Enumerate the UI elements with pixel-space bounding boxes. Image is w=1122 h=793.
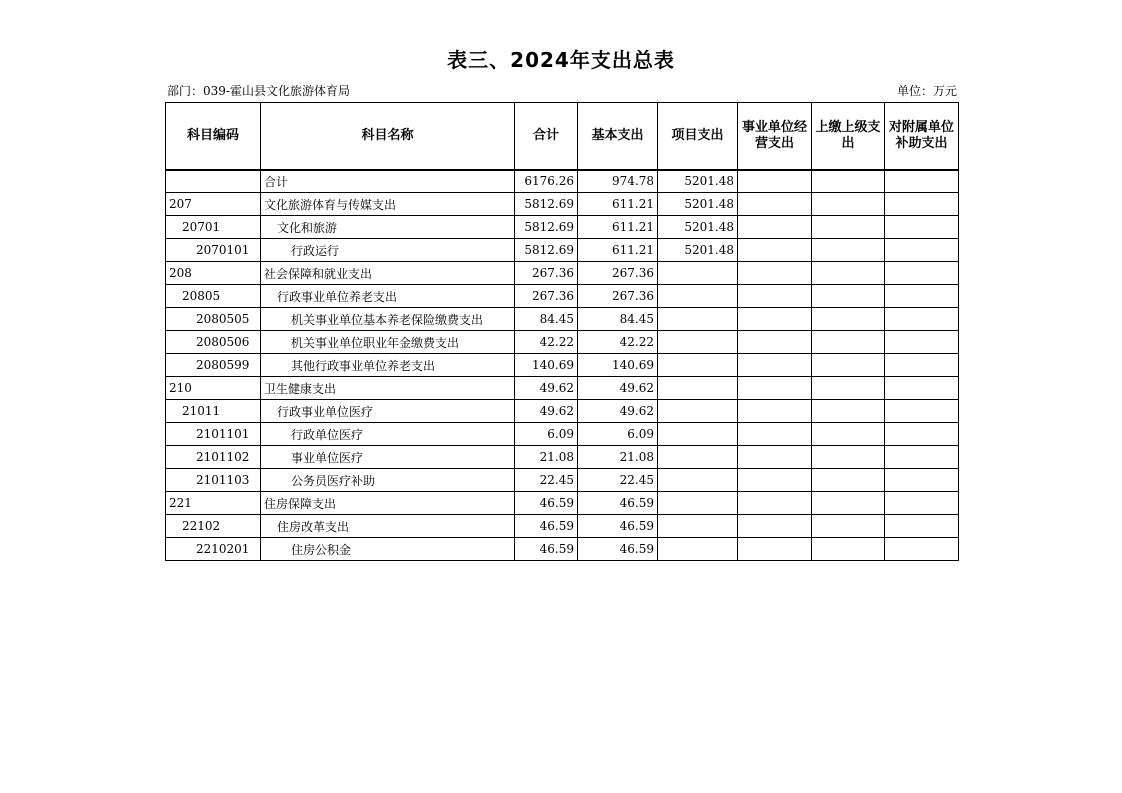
cell-subsidy <box>885 239 959 262</box>
header-code: 科目编码 <box>166 103 261 170</box>
cell-subsidy <box>885 193 959 216</box>
cell-total: 5812.69 <box>515 216 578 239</box>
cell-total: 5812.69 <box>515 193 578 216</box>
cell-upper <box>812 216 885 239</box>
cell-basic: 21.08 <box>578 446 658 469</box>
cell-upper <box>812 354 885 377</box>
cell-project <box>658 538 738 561</box>
table-row <box>166 492 959 515</box>
cell-subsidy <box>885 515 959 538</box>
cell-project <box>658 262 738 285</box>
cell-business <box>738 492 812 515</box>
cell-business <box>738 308 812 331</box>
cell-project <box>658 377 738 400</box>
cell-project: 5201.48 <box>658 193 738 216</box>
cell-upper <box>812 400 885 423</box>
cell-basic: 611.21 <box>578 193 658 216</box>
cell-total: 267.36 <box>515 262 578 285</box>
cell-code: 210 <box>166 377 261 400</box>
table-row <box>166 170 959 193</box>
cell-upper <box>812 423 885 446</box>
table-row <box>166 308 959 331</box>
cell-basic: 267.36 <box>578 262 658 285</box>
cell-project <box>658 308 738 331</box>
cell-basic: 49.62 <box>578 400 658 423</box>
cell-code: 2080506 <box>166 331 261 354</box>
cell-business <box>738 469 812 492</box>
unit-label: 单位：万元 <box>896 84 957 98</box>
table-row <box>166 377 959 400</box>
cell-business <box>738 538 812 561</box>
cell-name: 行政事业单位养老支出 <box>261 285 515 308</box>
cell-project <box>658 400 738 423</box>
cell-code: 21011 <box>166 400 261 423</box>
cell-subsidy <box>885 377 959 400</box>
cell-project <box>658 515 738 538</box>
cell-subsidy <box>885 285 959 308</box>
cell-basic: 22.45 <box>578 469 658 492</box>
cell-basic: 974.78 <box>578 170 658 193</box>
cell-code: 2080599 <box>166 354 261 377</box>
cell-total: 6176.26 <box>515 170 578 193</box>
cell-total: 46.59 <box>515 538 578 561</box>
cell-total: 21.08 <box>515 446 578 469</box>
cell-code: 2101101 <box>166 423 261 446</box>
cell-total: 140.69 <box>515 354 578 377</box>
cell-code: 2101103 <box>166 469 261 492</box>
cell-total: 22.45 <box>515 469 578 492</box>
cell-name: 其他行政事业单位养老支出 <box>261 354 515 377</box>
cell-code: 20805 <box>166 285 261 308</box>
cell-business <box>738 423 812 446</box>
cell-name: 文化和旅游 <box>261 216 515 239</box>
cell-basic: 46.59 <box>578 492 658 515</box>
cell-project <box>658 423 738 446</box>
cell-code: 2070101 <box>166 239 261 262</box>
cell-total: 42.22 <box>515 331 578 354</box>
cell-subsidy <box>885 400 959 423</box>
cell-upper <box>812 308 885 331</box>
cell-upper <box>812 515 885 538</box>
cell-business <box>738 239 812 262</box>
cell-subsidy <box>885 170 959 193</box>
cell-business <box>738 446 812 469</box>
cell-basic: 46.59 <box>578 538 658 561</box>
cell-name: 卫生健康支出 <box>261 377 515 400</box>
cell-total: 84.45 <box>515 308 578 331</box>
table-row <box>166 216 959 239</box>
expenditure-table <box>165 102 959 561</box>
cell-name: 住房公积金 <box>261 538 515 561</box>
table-row <box>166 400 959 423</box>
cell-total: 49.62 <box>515 400 578 423</box>
table-row <box>166 285 959 308</box>
table-row <box>166 239 959 262</box>
cell-business <box>738 193 812 216</box>
cell-code: 2101102 <box>166 446 261 469</box>
cell-subsidy <box>885 331 959 354</box>
cell-subsidy <box>885 538 959 561</box>
cell-business <box>738 377 812 400</box>
cell-upper <box>812 170 885 193</box>
cell-total: 267.36 <box>515 285 578 308</box>
table-row <box>166 331 959 354</box>
cell-business <box>738 331 812 354</box>
cell-subsidy <box>885 469 959 492</box>
cell-total: 46.59 <box>515 515 578 538</box>
cell-basic: 84.45 <box>578 308 658 331</box>
cell-total: 49.62 <box>515 377 578 400</box>
cell-subsidy <box>885 354 959 377</box>
cell-upper <box>812 492 885 515</box>
department-label: 部门：039-霍山县文化旅游体育局 <box>167 84 350 98</box>
cell-subsidy <box>885 446 959 469</box>
cell-code: 20701 <box>166 216 261 239</box>
page-title: 表三、2024年支出总表 <box>447 48 675 72</box>
cell-project: 5201.48 <box>658 216 738 239</box>
cell-project <box>658 469 738 492</box>
cell-name: 合计 <box>261 170 515 193</box>
cell-subsidy <box>885 308 959 331</box>
header-basic: 基本支出 <box>578 103 658 170</box>
table-header <box>166 103 959 170</box>
cell-name: 公务员医疗补助 <box>261 469 515 492</box>
table-row <box>166 538 959 561</box>
cell-subsidy <box>885 216 959 239</box>
cell-basic: 42.22 <box>578 331 658 354</box>
cell-project: 5201.48 <box>658 239 738 262</box>
cell-subsidy <box>885 423 959 446</box>
cell-basic: 46.59 <box>578 515 658 538</box>
cell-name: 机关事业单位基本养老保险缴费支出 <box>261 308 515 331</box>
cell-name: 行政单位医疗 <box>261 423 515 446</box>
cell-project <box>658 354 738 377</box>
header-upper: 上缴上级支出 <box>812 103 885 170</box>
cell-total: 46.59 <box>515 492 578 515</box>
cell-name: 行政运行 <box>261 239 515 262</box>
cell-total: 6.09 <box>515 423 578 446</box>
table-row <box>166 354 959 377</box>
cell-name: 行政事业单位医疗 <box>261 400 515 423</box>
table-row <box>166 423 959 446</box>
cell-code <box>166 170 261 193</box>
cell-business <box>738 400 812 423</box>
cell-basic: 611.21 <box>578 216 658 239</box>
cell-name: 住房保障支出 <box>261 492 515 515</box>
cell-upper <box>812 262 885 285</box>
cell-total: 5812.69 <box>515 239 578 262</box>
cell-upper <box>812 538 885 561</box>
table-body <box>166 170 959 561</box>
cell-upper <box>812 331 885 354</box>
cell-name: 机关事业单位职业年金缴费支出 <box>261 331 515 354</box>
cell-basic: 49.62 <box>578 377 658 400</box>
cell-business <box>738 216 812 239</box>
cell-name: 文化旅游体育与传媒支出 <box>261 193 515 216</box>
cell-project <box>658 331 738 354</box>
cell-code: 2210201 <box>166 538 261 561</box>
cell-business <box>738 285 812 308</box>
table-row <box>166 262 959 285</box>
cell-upper <box>812 469 885 492</box>
cell-basic: 140.69 <box>578 354 658 377</box>
table-row <box>166 193 959 216</box>
cell-business <box>738 170 812 193</box>
cell-basic: 6.09 <box>578 423 658 446</box>
cell-upper <box>812 239 885 262</box>
cell-project <box>658 492 738 515</box>
cell-project <box>658 285 738 308</box>
cell-subsidy <box>885 262 959 285</box>
cell-code: 208 <box>166 262 261 285</box>
cell-business <box>738 354 812 377</box>
cell-project <box>658 446 738 469</box>
cell-name: 社会保障和就业支出 <box>261 262 515 285</box>
cell-upper <box>812 446 885 469</box>
header-business: 事业单位经营支出 <box>738 103 812 170</box>
table-row <box>166 469 959 492</box>
cell-basic: 267.36 <box>578 285 658 308</box>
cell-upper <box>812 193 885 216</box>
header-name: 科目名称 <box>261 103 515 170</box>
header-project: 项目支出 <box>658 103 738 170</box>
table-meta <box>167 82 957 99</box>
cell-name: 住房改革支出 <box>261 515 515 538</box>
cell-business <box>738 515 812 538</box>
cell-code: 221 <box>166 492 261 515</box>
cell-project: 5201.48 <box>658 170 738 193</box>
header-total: 合计 <box>515 103 578 170</box>
cell-subsidy <box>885 492 959 515</box>
header-subsidy: 对附属单位补助支出 <box>885 103 959 170</box>
cell-code: 207 <box>166 193 261 216</box>
table-row <box>166 515 959 538</box>
cell-code: 22102 <box>166 515 261 538</box>
cell-upper <box>812 377 885 400</box>
cell-name: 事业单位医疗 <box>261 446 515 469</box>
cell-business <box>738 262 812 285</box>
cell-upper <box>812 285 885 308</box>
cell-basic: 611.21 <box>578 239 658 262</box>
table-row <box>166 446 959 469</box>
cell-code: 2080505 <box>166 308 261 331</box>
